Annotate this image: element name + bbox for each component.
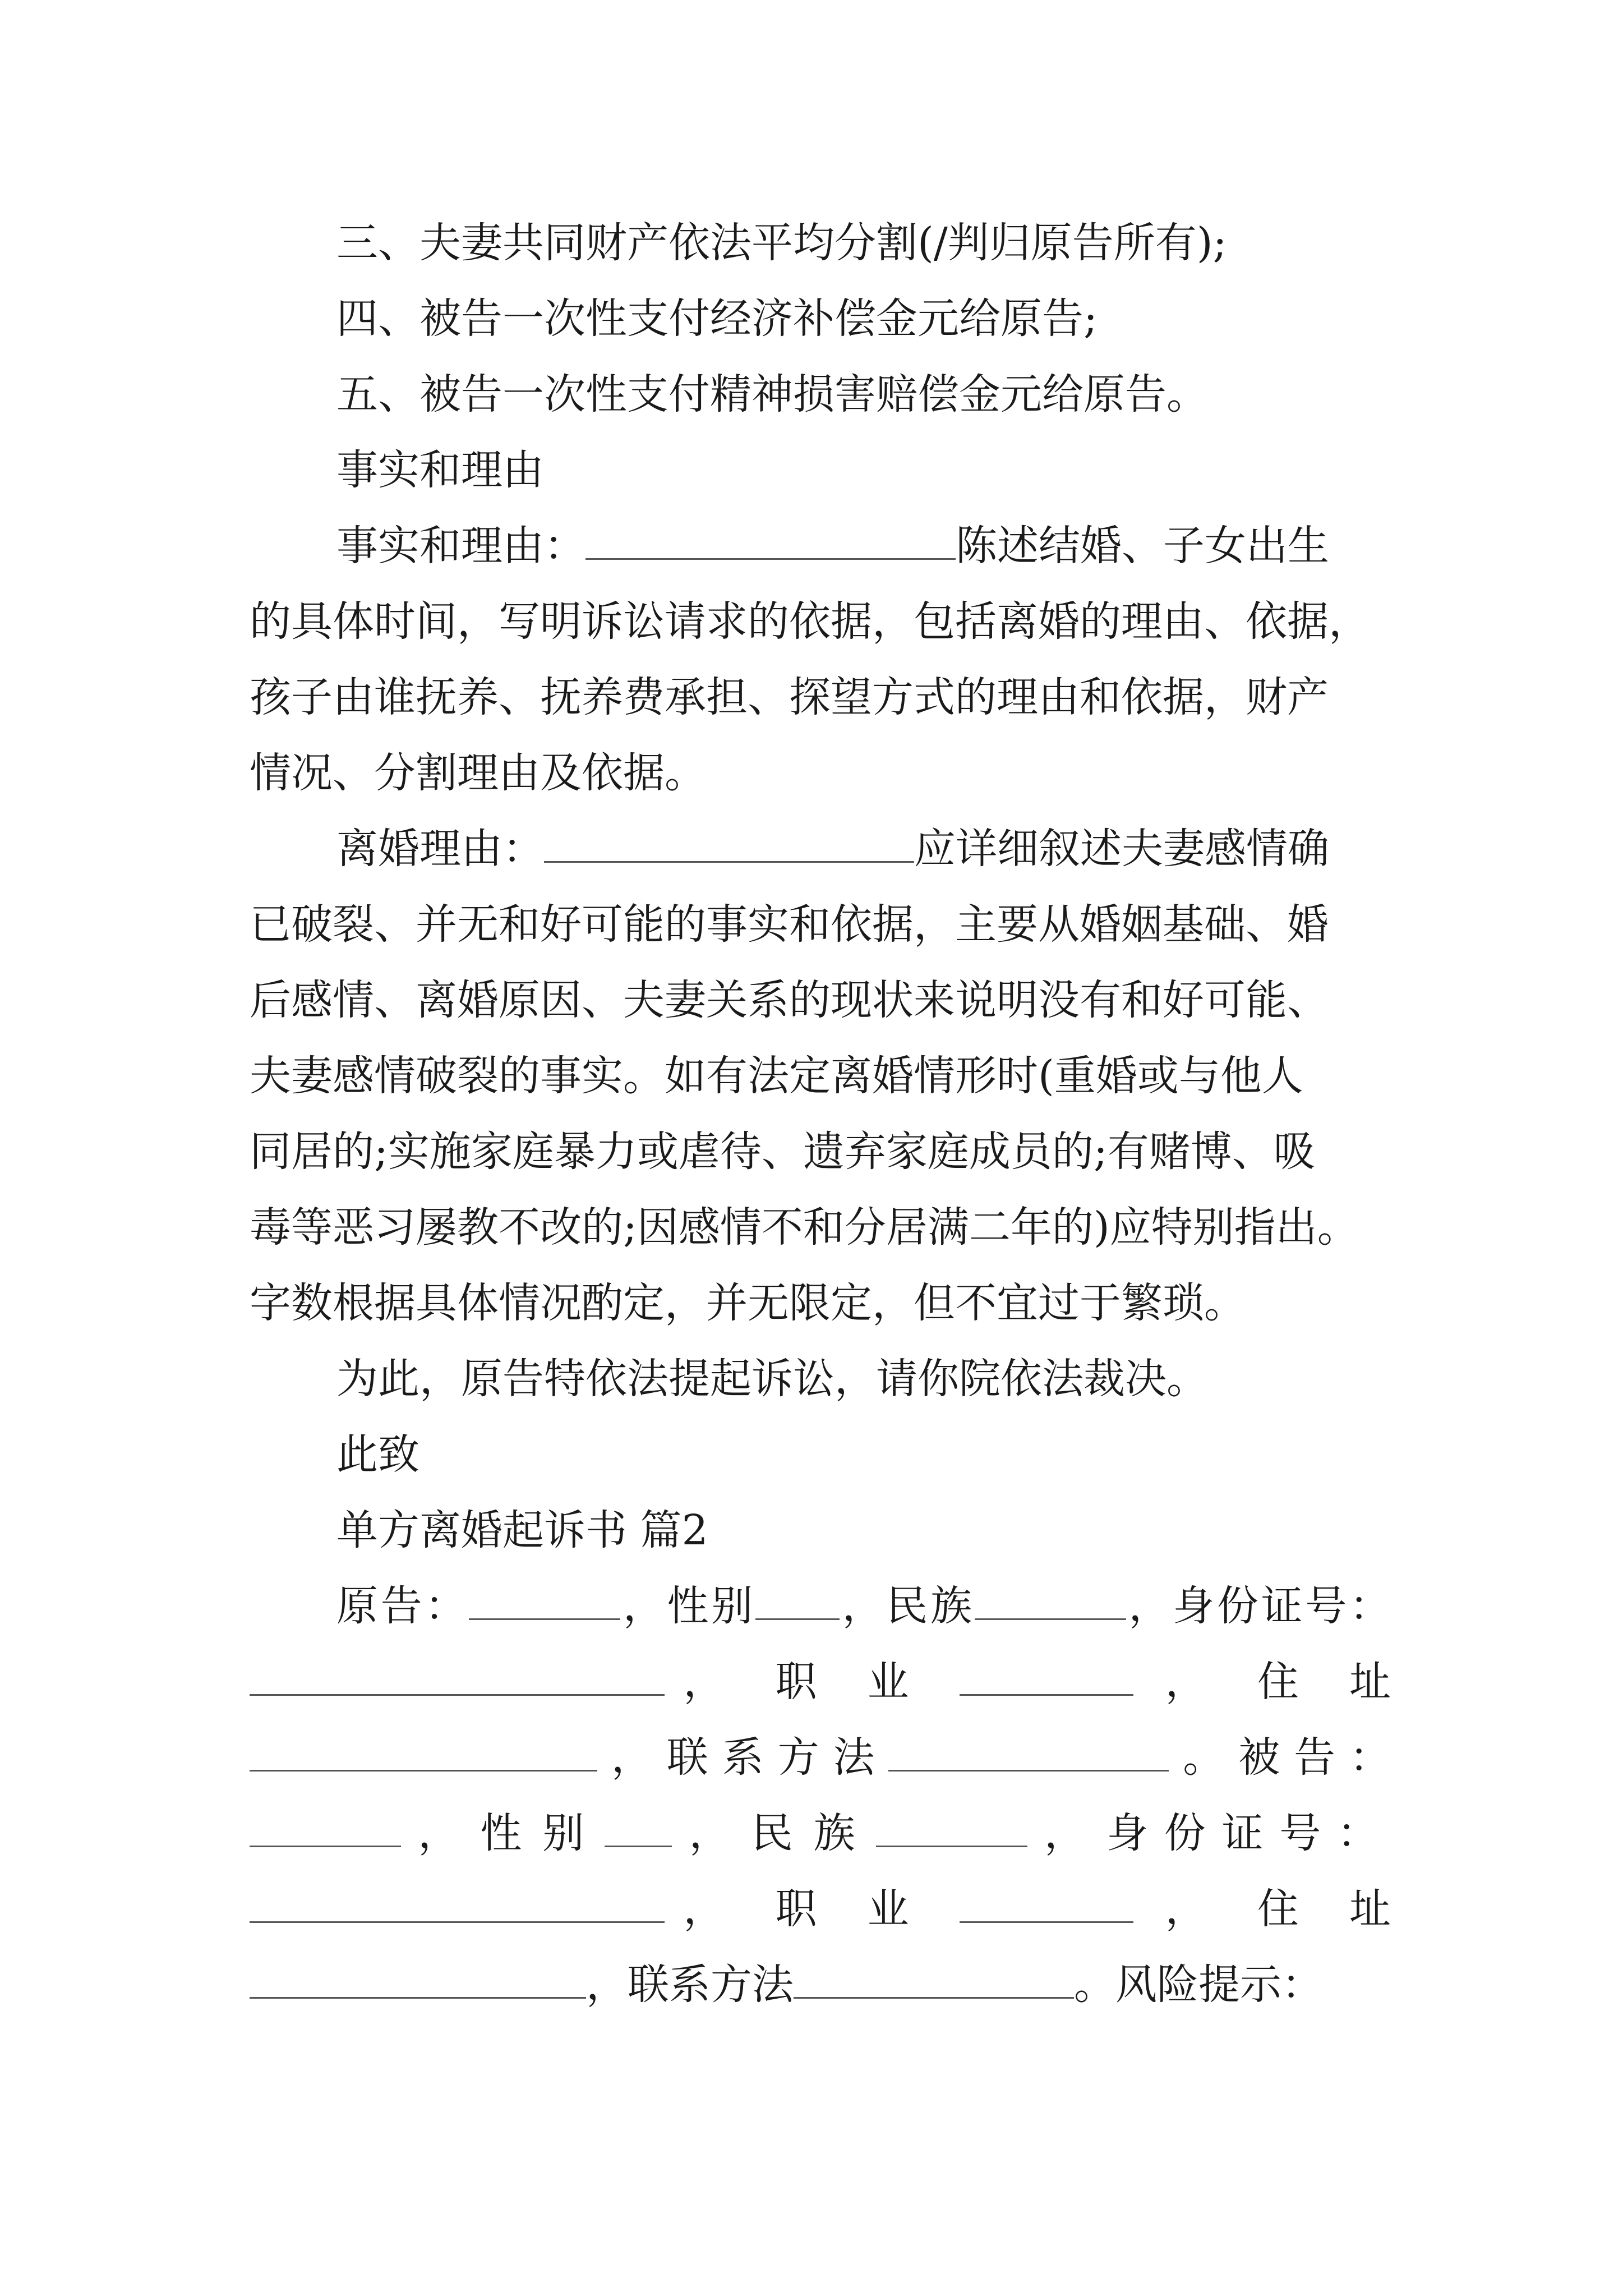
defendant-name-blank bbox=[250, 1811, 401, 1847]
address-char-1: 住 bbox=[1257, 1658, 1318, 1706]
gender-char-2: 别 bbox=[542, 1809, 588, 1857]
comma: ， bbox=[665, 1885, 744, 1933]
facts-label: 事实和理由： bbox=[336, 522, 585, 570]
plaintiff-address-blank bbox=[250, 1735, 597, 1772]
plaintiff-name-blank bbox=[469, 1584, 620, 1620]
reason-blank bbox=[544, 826, 914, 863]
closing-statement: 为此，原告特依法提起诉讼，请你院依法裁决。 bbox=[336, 1355, 1208, 1403]
comma: ， bbox=[665, 1658, 744, 1706]
comma: ， bbox=[1165, 1658, 1225, 1706]
section-heading-facts: 事实和理由 bbox=[336, 446, 544, 494]
gender-label: ，性别 bbox=[620, 1582, 755, 1630]
facts-text: 陈述结婚、子女出生 bbox=[956, 522, 1329, 570]
defendant-ethnicity-blank bbox=[876, 1811, 1027, 1847]
facts-line-3: 孩子由谁抚养、抚养费承担、探望方式的理由和依据，财产 bbox=[250, 673, 1329, 721]
id-number-label: 身份证号： bbox=[1106, 1809, 1391, 1857]
occupation-char-1: 职 bbox=[775, 1658, 836, 1706]
plaintiff-contact-blank bbox=[888, 1735, 1169, 1772]
request-item-4: 四、被告一次性支付经济补偿金元给原告; bbox=[336, 295, 1098, 343]
gender-char-1: 性 bbox=[480, 1809, 526, 1857]
plaintiff-info-line-1 bbox=[336, 1578, 1391, 1634]
defendant-occupation-blank bbox=[960, 1887, 1133, 1923]
section-title-2: 单方离婚起诉书 篇2 bbox=[336, 1506, 708, 1554]
defendant-info-line-2 bbox=[250, 1881, 1391, 1937]
address-char-2: 址 bbox=[1349, 1658, 1391, 1706]
address-char-2: 址 bbox=[1349, 1885, 1391, 1933]
defendant-info-line-3 bbox=[250, 1957, 1391, 2013]
plaintiff-occupation-blank bbox=[960, 1659, 1133, 1696]
defendant-info-line-1 bbox=[250, 1805, 1391, 1861]
plaintiff-info-line-3 bbox=[250, 1729, 1391, 1786]
occupation-char-2: 业 bbox=[867, 1885, 928, 1933]
request-item-3: 三、夫妻共同财产依法平均分割(/判归原告所有); bbox=[336, 219, 1227, 267]
contact-label: ，联系方法 bbox=[597, 1733, 889, 1782]
facts-line-4: 情况、分割理由及依据。 bbox=[250, 749, 706, 797]
reason-label: 离婚理由： bbox=[336, 825, 544, 873]
reason-line-1 bbox=[336, 821, 1391, 877]
reason-line-6: 毒等恶习屡教不改的;因感情不和分居满二年的)应特别指出。 bbox=[250, 1203, 1359, 1251]
plaintiff-ethnicity-blank bbox=[975, 1584, 1126, 1620]
salutation: 此致 bbox=[336, 1430, 419, 1479]
reason-line-4: 夫妻感情破裂的事实。如有法定离婚情形时(重婚或与他人 bbox=[250, 1052, 1303, 1100]
ethnicity-label: ，民族 bbox=[839, 1582, 975, 1630]
plaintiff-label: 原告： bbox=[336, 1582, 469, 1630]
defendant-id-blank bbox=[250, 1887, 665, 1923]
id-number-label: ，身份证号： bbox=[1126, 1582, 1391, 1630]
comma: ， bbox=[1165, 1885, 1225, 1933]
reason-line-5: 同居的;实施家庭暴力或虐待、遗弃家庭成员的;有赌博、吸 bbox=[250, 1128, 1315, 1176]
request-item-5: 五、被告一次性支付精神损害赔偿金元给原告。 bbox=[336, 370, 1208, 418]
contact-label: ，联系方法 bbox=[586, 1961, 794, 2009]
facts-line-1 bbox=[336, 518, 1391, 574]
facts-line-2: 的具体时间，写明诉讼请求的依据，包括离婚的理由、依据， bbox=[250, 597, 1370, 646]
comma: ， bbox=[689, 1809, 735, 1857]
reason-text: 应详细叙述夫妻感情确 bbox=[914, 825, 1329, 873]
address-char-1: 住 bbox=[1257, 1885, 1318, 1933]
defendant-contact-blank bbox=[794, 1962, 1074, 1999]
plaintiff-gender-blank bbox=[755, 1584, 840, 1620]
reason-line-7: 字数根据具体情况酌定，并无限定，但不宜过于繁琐。 bbox=[250, 1279, 1246, 1327]
risk-notice-label: 。风险提示： bbox=[1074, 1961, 1323, 2009]
occupation-char-2: 业 bbox=[867, 1658, 928, 1706]
defendant-gender-blank bbox=[605, 1811, 672, 1847]
defendant-address-blank bbox=[250, 1962, 586, 1999]
occupation-char-1: 职 bbox=[775, 1885, 836, 1933]
facts-blank bbox=[585, 523, 956, 560]
ethnicity-char-2: 族 bbox=[813, 1809, 859, 1857]
ethnicity-char-1: 民 bbox=[751, 1809, 797, 1857]
comma: ， bbox=[418, 1809, 464, 1857]
plaintiff-id-blank bbox=[250, 1659, 665, 1696]
defendant-label: 。被告： bbox=[1169, 1733, 1391, 1782]
comma: ， bbox=[1044, 1809, 1090, 1857]
plaintiff-info-line-2 bbox=[250, 1654, 1391, 1710]
reason-line-3: 后感情、离婚原因、夫妻关系的现状来说明没有和好可能、 bbox=[250, 976, 1329, 1024]
reason-line-2: 已破裂、并无和好可能的事实和依据，主要从婚姻基础、婚 bbox=[250, 900, 1329, 949]
